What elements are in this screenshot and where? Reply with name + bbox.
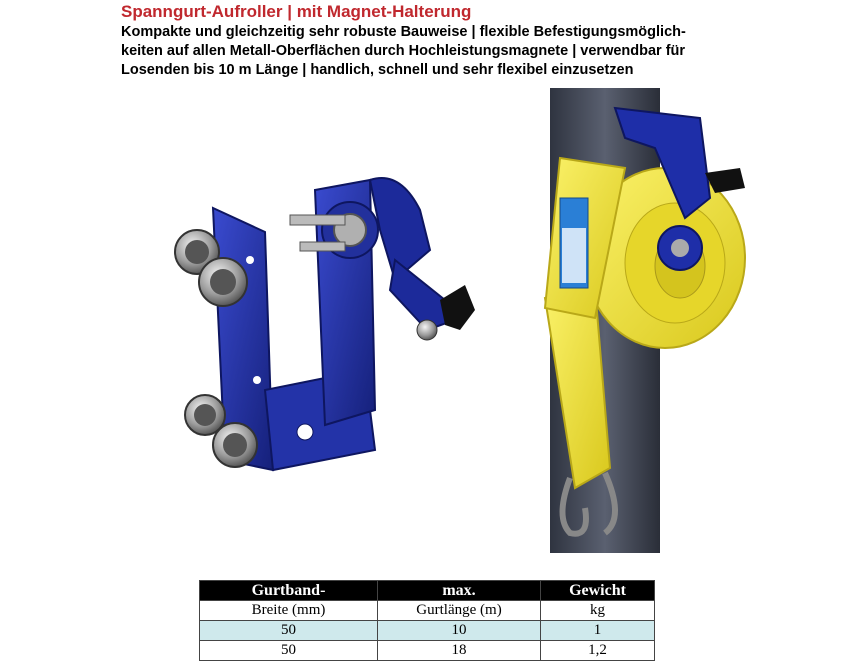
table-header-row: [200, 581, 655, 601]
strap-reel-image: [515, 88, 755, 558]
table-subheader: Gurtlänge (m): [378, 601, 541, 621]
table-subheader: kg: [541, 601, 655, 621]
table-cell: 18: [378, 641, 541, 661]
description-line: Losenden bis 10 m Länge | handlich, schnell und sehr flexibel einzusetzen: [121, 62, 634, 78]
table-subheader-row: [200, 601, 655, 621]
table-subheader: Breite (mm): [200, 601, 378, 621]
table-header: Gurtband-: [200, 581, 378, 601]
description-line: keiten auf allen Metall-Oberflächen durch Hochleistungsmagnete | verwendbar für: [121, 43, 686, 59]
magnetic-bracket-image: [165, 170, 495, 490]
table-cell: 50: [200, 621, 378, 641]
table-cell: 10: [378, 621, 541, 641]
description-line: Kompakte und gleichzeitig sehr robuste Bauweise | flexible Befestigungsmöglich-: [121, 24, 686, 40]
table-row: [200, 621, 655, 641]
table-cell: 50: [200, 641, 378, 661]
table-header: Gewicht: [541, 581, 655, 601]
table-cell: 1: [541, 621, 655, 641]
spec-table: [199, 580, 655, 661]
product-description: [121, 23, 761, 80]
table-row: [200, 641, 655, 661]
product-title: Spanngurt-Aufroller | mit Magnet-Halterung: [121, 2, 472, 21]
table-header: max.: [378, 581, 541, 601]
table-cell: 1,2: [541, 641, 655, 661]
